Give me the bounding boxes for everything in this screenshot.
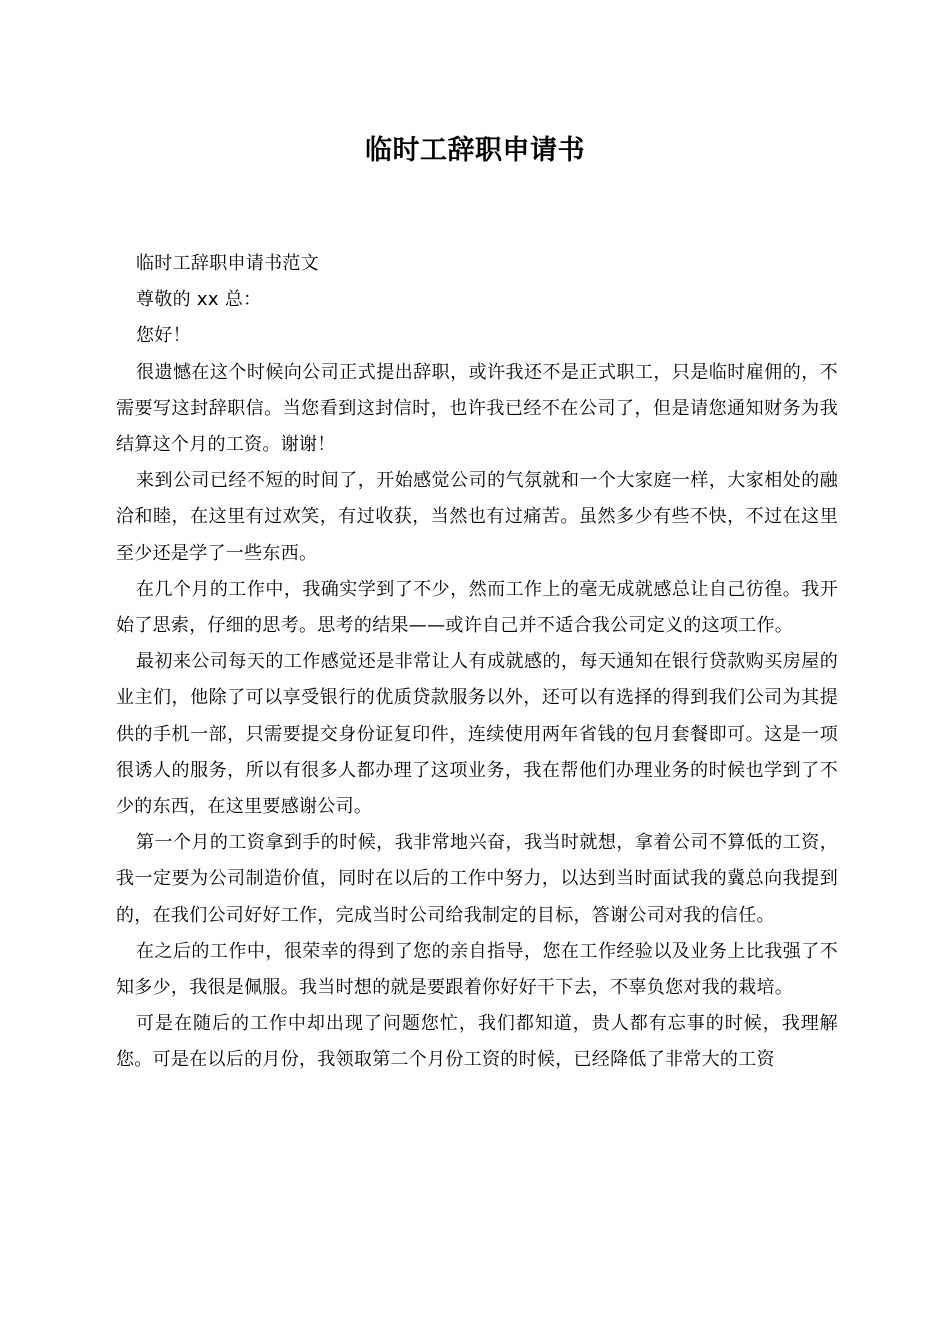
paragraph: 在之后的工作中，很荣幸的得到了您的亲自指导，您在工作经验以及业务上比我强了不知多少，我很是佩服。我当时想的就是要跟着你好好干下去，不辜负您对我的栽培。	[116, 940, 838, 999]
paragraph-subtitle: 临时工辞职申请书范文	[136, 253, 319, 274]
paragraph-greeting: 您好！	[136, 325, 191, 347]
paragraph: 第一个月的工资拿到手的时候，我非常地兴奋，我当时就想，拿着公司不算低的工资，我一定要为公司制造价值，同时在以后的工作中努力，以达到当时面试我的冀总向我提到的，在我们公司好好工作，完成当时公司给我制定的目标，答谢公司对我的信任。	[116, 832, 838, 926]
paragraph-salutation: 尊敬的 xx 总：	[136, 289, 262, 311]
document-title: 临时工辞职申请书	[365, 135, 585, 166]
paragraph: 很遗憾在这个时候向公司正式提出辞职，或许我还不是正式职工，只是临时雇佣的，不需要写这封辞职信。当您看到这封信时，也许我已经不在公司了，但是请您通知财务为我结算这个月的工资。谢谢！	[116, 361, 838, 456]
paragraph: 在几个月的工作中，我确实学到了不少，然而工作上的毫无成就感总让自己彷徨。我开始了思索，仔细的思考。思考的结果——或许自己并不适合我公司定义的这项工作。	[116, 578, 838, 637]
paragraph: 可是在随后的工作中却出现了问题您忙，我们都知道，贵人都有忘事的时候，我理解您。可是在以后的月份，我领取第二个月份工资的时候，已经降低了非常大的工资	[116, 1013, 838, 1071]
paragraph: 最初来公司每天的工作感觉还是非常让人有成就感的，每天通知在银行贷款购买房屋的业主们，他除了可以享受银行的优质贷款服务以外，还可以有选择的得到我们公司为其提供的手机一部，只需要提交身份证复印件，连续使用两年省钱的包月套餐即可。这是一项很诱人的服务，所以有很多人都办理了这项业务，我在帮他们办理业务的时候也学到了不少的东西，在这里要感谢公司。	[116, 651, 838, 818]
document-body	[116, 246, 838, 1079]
paragraph: 来到公司已经不短的时间了，开始感觉公司的气氛就和一个大家庭一样，大家相处的融洽和睦，在这里有过欢笑，有过收获，当然也有过痛苦。虽然多少有些不快，不过在这里至少还是学了一些东西。	[116, 470, 838, 564]
